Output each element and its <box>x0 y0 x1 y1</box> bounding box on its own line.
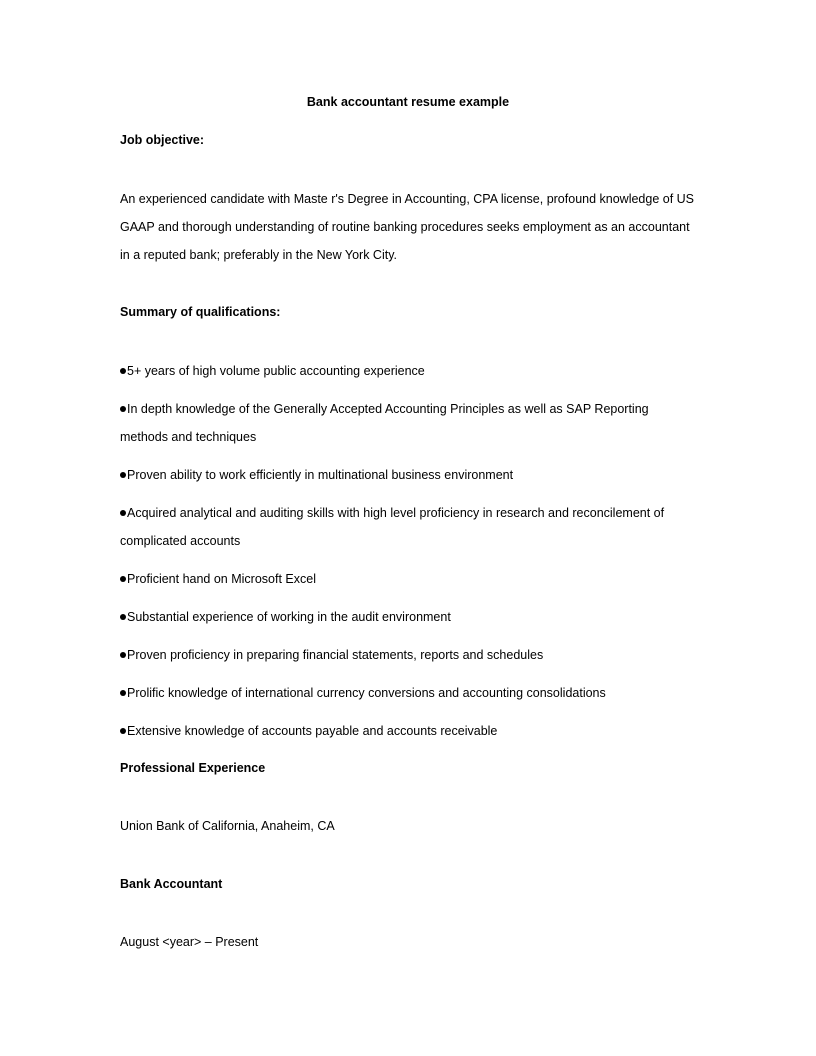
summary-heading: Summary of qualifications: <box>120 305 281 319</box>
summary-item-text: Proficient hand on Microsoft Excel <box>127 572 316 586</box>
summary-item <box>120 679 690 707</box>
summary-item-text: Substantial experience of working in the audit environment <box>127 610 451 624</box>
bullet-icon <box>120 576 126 582</box>
position-title: Bank Accountant <box>120 877 223 891</box>
summary-item <box>120 499 690 555</box>
bullet-icon <box>120 728 126 734</box>
summary-item-text: In depth knowledge of the Generally Accepted Accounting Principles as well as SAP Reporting methods and techniques <box>120 402 649 444</box>
summary-item-text: Extensive knowledge of accounts payable and accounts receivable <box>127 724 498 738</box>
summary-item <box>120 395 690 451</box>
summary-item <box>120 357 690 385</box>
experience-heading: Professional Experience <box>120 761 266 775</box>
summary-item <box>120 717 690 745</box>
summary-item-text: Acquired analytical and auditing skills with high level proficiency in research and reconcilement of complicated accounts <box>120 506 665 548</box>
job-objective-text: An experienced candidate with Maste r's Degree in Accounting, CPA license, profound knowledge of US GAAP and thorough understanding of routine banking procedures seeks employment as an accountant in a reputed bank; preferably in the New York City. <box>120 192 695 262</box>
bullet-icon <box>120 368 126 374</box>
bullet-icon <box>120 472 126 478</box>
summary-item <box>120 461 690 489</box>
bullet-icon <box>120 652 126 658</box>
summary-item <box>120 565 690 593</box>
bullet-icon <box>120 690 126 696</box>
summary-item-text: Proven proficiency in preparing financial statements, reports and schedules <box>127 648 544 662</box>
document-title: Bank accountant resume example <box>306 95 510 109</box>
bullet-icon <box>120 510 126 516</box>
summary-item <box>120 641 690 669</box>
summary-item-text: Prolific knowledge of international currency conversions and accounting consolidations <box>127 686 606 700</box>
employment-dates: August <year> – Present <box>120 935 259 949</box>
summary-item-text: Proven ability to work efficiently in multinational business environment <box>127 468 514 482</box>
job-objective-heading: Job objective: <box>120 133 205 147</box>
summary-item <box>120 603 690 631</box>
bullet-icon <box>120 406 126 412</box>
employer-text: Union Bank of California, Anaheim, CA <box>120 819 335 833</box>
summary-item-text: 5+ years of high volume public accounting experience <box>127 364 425 378</box>
bullet-icon <box>120 614 126 620</box>
